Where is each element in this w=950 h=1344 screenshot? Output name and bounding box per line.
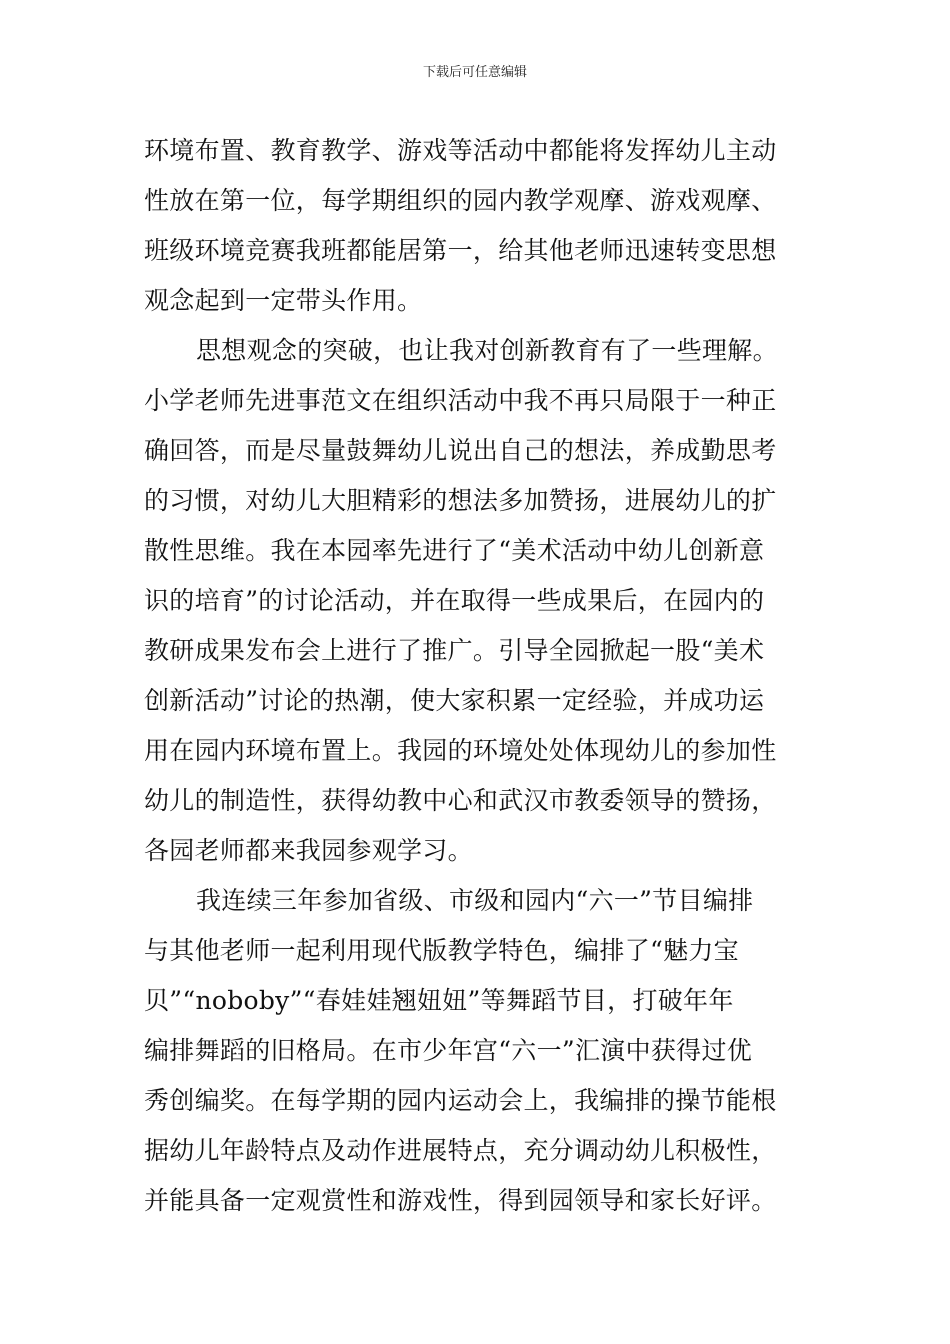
- text-line: 用在园内环境布置上。我园的环境处处体现幼儿的参加性: [144, 736, 777, 765]
- text-line: 与其他老师一起利用现代版教学特色，编排了“魅力宝: [144, 936, 739, 965]
- text-line: 教研成果发布会上进行了推广。引导全园掀起一股“美术: [144, 636, 765, 665]
- text-line: 性放在第一位，每学期组织的园内教学观摩、游戏观摩、: [144, 186, 777, 215]
- text-line: 幼儿的制造性，获得幼教中心和武汉市教委领导的赞扬，: [144, 786, 777, 815]
- text-line: 小学老师先进事范文在组织活动中我不再只局限于一种正: [144, 386, 777, 415]
- text-line: 确回答，而是尽量鼓舞幼儿说出自己的想法，养成勤思考: [144, 436, 777, 465]
- text-line: 我连续三年参加省级、市级和园内“六一”节目编排: [196, 886, 754, 915]
- text-line: 思想观念的突破，也让我对创新教育有了一些理解。: [196, 336, 778, 365]
- text-line: 并能具备一定观赏性和游戏性，得到园领导和家长好评。: [144, 1186, 777, 1215]
- text-line: 各园老师都来我园参观学习。: [144, 836, 473, 865]
- text-line: 班级环境竞赛我班都能居第一，给其他老师迅速转变思想: [144, 236, 777, 265]
- paragraph: [144, 876, 808, 1226]
- text-line: 编排舞蹈的旧格局。在市少年宫“六一”汇演中获得过优: [144, 1036, 753, 1065]
- paragraph: [144, 326, 808, 876]
- text-line: 识的培育”的讨论活动，并在取得一些成果后，在园内的: [144, 586, 765, 615]
- text-line: 的习惯，对幼儿大胆精彩的想法多加赞扬，进展幼儿的扩: [144, 486, 777, 515]
- text-line: 环境布置、教育教学、游戏等活动中都能将发挥幼儿主动: [144, 136, 777, 165]
- text-line: 秀创编奖。在每学期的园内运动会上，我编排的操节能根: [144, 1086, 777, 1115]
- document-body: [144, 126, 808, 1226]
- text-line: 贝”“noboby”“春娃娃翘妞妞”等舞蹈节目，打破年年: [144, 986, 734, 1015]
- paragraph: [144, 126, 808, 326]
- text-line: 创新活动”讨论的热潮，使大家积累一定经验，并成功运: [144, 686, 765, 715]
- text-line: 观念起到一定带头作用。: [144, 286, 423, 315]
- text-line: 据幼儿年龄特点及动作进展特点，充分调动幼儿积极性，: [144, 1136, 777, 1165]
- page-header: 下载后可任意编辑: [422, 65, 527, 80]
- text-line: 散性思维。我在本园率先进行了“美术活动中幼儿创新意: [144, 536, 765, 565]
